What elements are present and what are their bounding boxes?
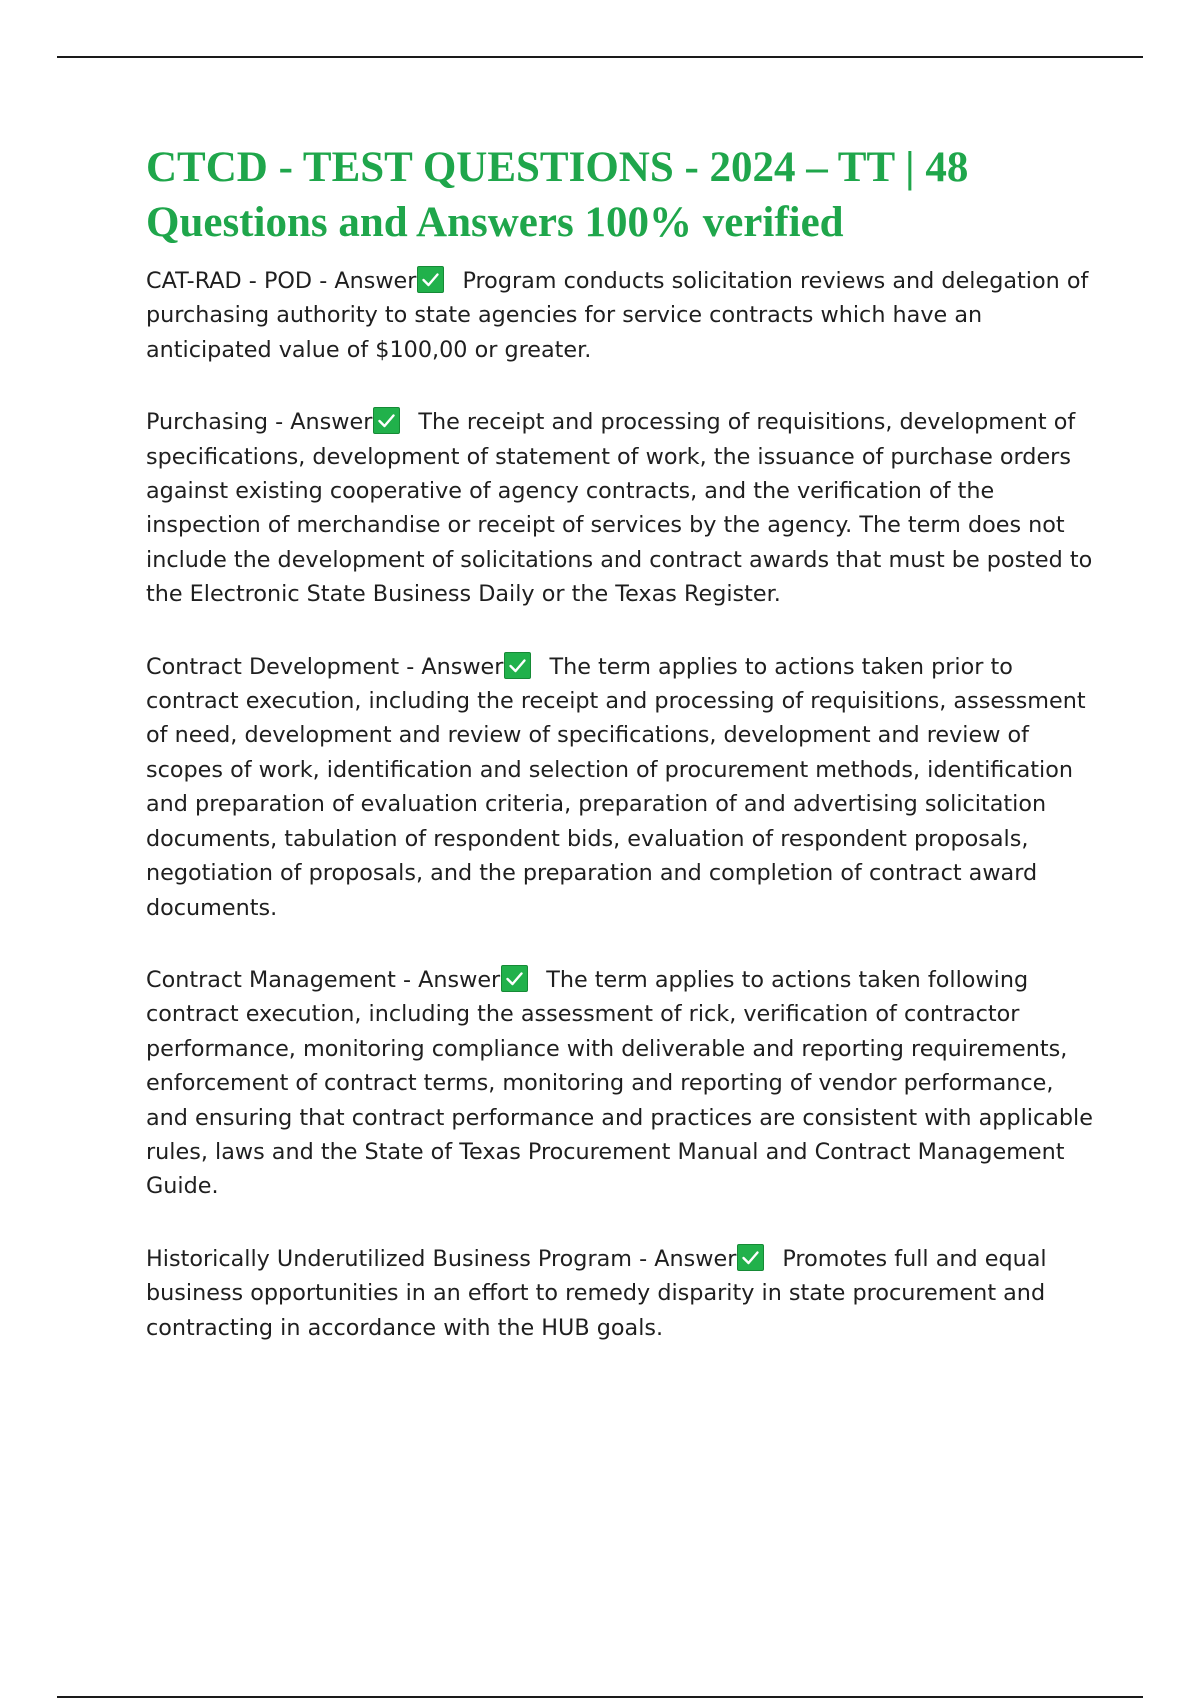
document-title: CTCD - TEST QUESTIONS - 2024 – TT | 48 Questions and Answers 100% verified: [146, 144, 969, 246]
answer-text: The term applies to actions taken prior to contract execution, including the receipt and processing of requisitions, assessment of need, development and review of specifications, development and review of scopes of work, identification and selection of procurement methods, identification and preparation of evaluation criteria, preparation of and advertising solicitation documents, tabulation of respondent bids, evaluation of respondent proposals, negotiation of proposals, and the preparation and completion of contract award documents.: [146, 653, 1086, 921]
question-term: Purchasing - Answer: [146, 409, 373, 436]
qa-entry: [146, 963, 1096, 1204]
qa-entry: [146, 650, 1096, 925]
top-rule: [57, 56, 1143, 58]
qa-entry: [146, 405, 1096, 611]
answer-text: Program conducts solicitation reviews and delegation of purchasing authority to state agencies for service contracts which have an anticipated value of $100,00 or greater.: [146, 268, 1089, 363]
answer-text: The term applies to actions taken following contract execution, including the assessment of rick, verification of contractor performance, monitoring compliance with deliverable and reporting requirements, enforcement of contract terms, monitoring and reporting of vendor performance, and ensuring that contract performance and practices are consistent with applicable rules, laws and the State of Texas Procurement Manual and Contract Management Guide.: [146, 966, 1093, 1200]
answer-text: Promotes full and equal business opportunities in an effort to remedy disparity in state procurement and contracting in accordance with the HUB goals.: [146, 1245, 1047, 1341]
question-term: CAT-RAD - POD - Answer: [146, 268, 417, 294]
question-term: Contract Development - Answer: [146, 653, 504, 680]
bottom-rule: [57, 1696, 1143, 1698]
qa-entry: [146, 264, 1096, 367]
checkmark-icon: [417, 266, 444, 293]
checkmark-icon: [737, 1244, 764, 1271]
qa-entry: [146, 1242, 1096, 1345]
question-term: Historically Underutilized Business Program - Answer: [146, 1245, 737, 1272]
checkmark-icon: [501, 965, 528, 992]
document-body: [146, 140, 1096, 1383]
checkmark-icon: [504, 652, 531, 679]
answer-text: The receipt and processing of requisitions, development of specifications, development of statement of work, the issuance of purchase orders against existing cooperative of agency contracts, and the verification of the inspection of merchandise or receipt of services by the agency. The term does not include the development of solicitations and contract awards that must be posted to the Electronic State Business Daily or the Texas Register.: [146, 409, 1093, 608]
question-term: Contract Management - Answer: [146, 966, 501, 993]
checkmark-icon: [373, 407, 400, 434]
